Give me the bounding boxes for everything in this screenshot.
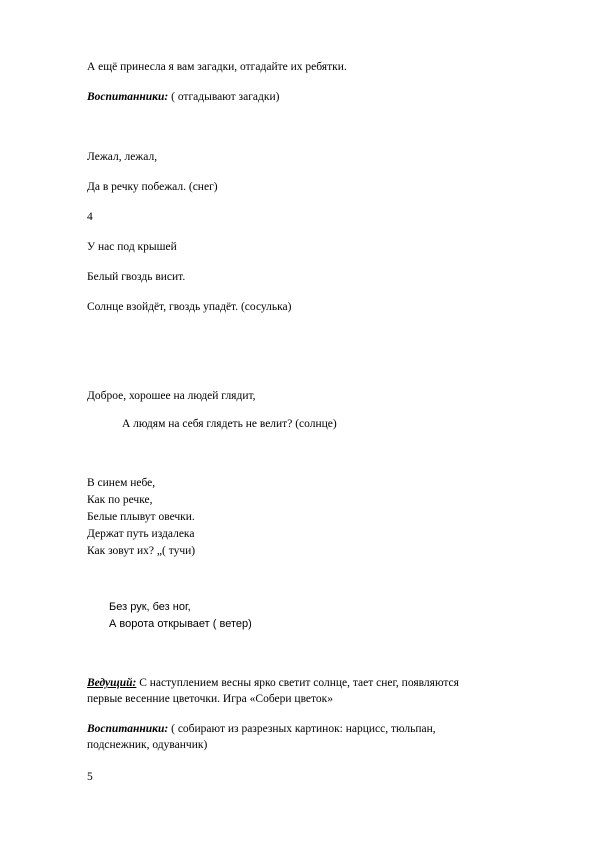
riddle-line: Как зовут их? „( тучи) xyxy=(87,545,196,557)
riddle-line: Держат путь издалека xyxy=(87,528,195,540)
pupils-label: Воспитанники: xyxy=(87,91,169,103)
pupils-action: ( отгадывают загадки) xyxy=(168,91,280,103)
riddle-line: А людям на себя глядеть не велит? (солнце) xyxy=(122,418,337,430)
page-number: 4 xyxy=(87,211,93,223)
riddle-line: Да в речку побежал. (снег) xyxy=(87,181,218,193)
page-number: 5 xyxy=(87,771,93,783)
pupils-label: Воспитанники: xyxy=(87,723,169,735)
riddle-line: Солнце взойдёт, гвоздь упадёт. (сосулька) xyxy=(87,301,292,313)
riddle-line: В синем небе, xyxy=(87,477,156,489)
riddle-line: Как по речке, xyxy=(87,494,153,506)
host-label: Ведущий: xyxy=(87,677,137,689)
riddle-line: Лежал, лежал, xyxy=(87,151,158,163)
host-line-1 xyxy=(87,676,459,690)
riddle-line: Доброе, хорошее на людей глядит, xyxy=(87,390,256,402)
pupils-line-2-cont: подснежник, одуванчик) xyxy=(87,739,208,751)
pupils-line-2 xyxy=(87,722,436,736)
host-text: С наступлением весны ярко светит солнце, тает снег, появляются xyxy=(136,677,459,689)
riddle-line: А ворота открывает ( ветер) xyxy=(109,618,252,630)
pupils-line-1 xyxy=(87,90,279,104)
host-line-2: первые весенние цветочки. Игра «Собери цветок» xyxy=(87,693,333,705)
riddle-line: Без рук, без ног, xyxy=(109,601,191,613)
riddle-line: У нас под крышей xyxy=(87,241,177,253)
riddle-line: Белый гвоздь висит. xyxy=(87,271,186,283)
pupils-action: ( собирают из разрезных картинок: нарцисс, тюльпан, xyxy=(168,723,436,735)
intro-line: А ещё принесла я вам загадки, отгадайте их ребятки. xyxy=(87,61,347,73)
riddle-line: Белые плывут овечки. xyxy=(87,511,195,523)
